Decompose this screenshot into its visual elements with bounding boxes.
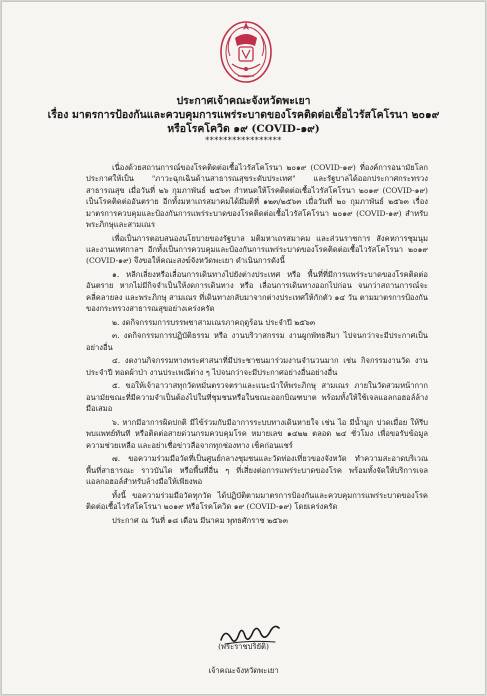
announcement-subject: เรื่อง มาตรการป้องกันและควบคุมการแพร่ระบาดของโรคติดต่อเชื้อไวรัสโคโรนา ๒๐๑๙ [47,109,440,121]
paragraph-purpose: เพื่อเป็นการตอบสนองนโยบายของรัฐบาล มติมหาเถรสมาคม และส่วนราชการ สังคหการชุมนุม และงานเทศกาลฯ อีกทั้งเป็นการควบคุมและป้องกันการแพร่ระบาดของโรคติดต่อเชื้อไวรัสโคโรนา ๒๐๑๙ (COVID-๑๙) จึงขอให้คณะสงฆ์จังหวัดพะเยา ดำเนินการดังนี้ [86,233,428,266]
document-page [2,2,485,694]
measure-1: ๑. หลีกเลี่ยงหรือเลื่อนการเดินทางไปยังต่างประเทศ หรือ พื้นที่ที่มีการแพร่ระบาดของโรคติดต่ออันตราย หากไม่มีกิจจำเป็นให้งดการเดินทาง หรือ เลื่อนการเดินทางออกไปก่อน จนกว่าสถานการณ์จะคลี่คลายลง และพระภิกษุ สามเณร ที่เดินทางกลับมาจากต่างประเทศให้กักตัว ๑๔ วัน ตามมาตรการป้องกัน ของกระทรวงสาธารณสุขอย่างเคร่งครัด [86,270,428,314]
header-divider: ***************** [205,136,282,145]
announcement-title: ประกาศเจ้าคณะจังหวัดพะเยา [176,95,311,107]
seal-icon [218,16,274,84]
document-body [86,162,428,528]
announcement-subject-line2: หรือโรคโควิด ๑๙ (COVID-๑๙) [167,123,320,135]
announcement-date: ประกาศ ณ วันที่ ๑๘ เดือน มีนาคม พุทธศักราช ๒๕๖๓ [112,515,288,525]
measure-6: ๖. หากมีอาการผิดปกติ มีไข้ร่วมกับมีอาการระบบทางเดินหายใจ เช่น ไอ มีน้ำมูก ปวดเมื่อย ให้รีบพบแพทย์ทันที หรือติดต่อสายด่วนกรมควบคุมโรค หมายเลข ๑๔๒๒ ตลอด ๒๔ ชั่วโมง เพื่อขอรับข้อมูลความช่วยเหลือ และอย่าเชื่อข่าวลือจากทุกช่องทาง เช็คก่อนแชร์ [86,417,428,450]
measure-5: ๕. ขอให้เจ้าอาวาสทุกวัดหมั่นตรวจตราและแนะนำให้พระภิกษุ สามเณร ภายในวัดสวมหน้ากากอนามัยขณะที่มีความจำเป็นต้องไปในที่ชุมชนหรือในขณะออกบิณฑบาต พร้อมทั้งให้ใช้เจลแอลกอฮอล์ล้างมือเสมอ [86,381,428,414]
document-header [2,94,485,146]
paragraph-background: เนื่องด้วยสถานการณ์ของโรคติดต่อเชื้อไวรัสโคโรนา ๒๐๑๙ (COVID-๑๙) ที่องค์การอนามัยโลกประกาศให้เป็น "ภาวะฉุกเฉินด้านสาธารณสุขระดับประเทศ" และรัฐบาลได้ออกประกาศกระทรวงสาธารณสุข เมื่อวันที่ ๒๖ กุมภาพันธ์ ๒๕๖๓ กำหนดให้โรคติดต่อเชื้อไวรัสโคโรนา ๒๐๑๙ (COVID-๑๙) เป็นโรคติดต่ออันตราย อีกทั้งมหาเถรสมาคมได้มีมติที่ ๑๒๓/๒๕๖๓ เมื่อวันที่ ๒๐ กุมภาพันธ์ ๒๕๖๓ เรื่องมาตรการควบคุมและป้องกันการแพร่ระบาดของโรคติดต่อเชื้อไวรัสโคโรนา ๒๐๑๙ (COVID-๑๙) สำหรับพระภิกษุและสามเณร [86,163,428,230]
measure-2: ๒. งดกิจกรรมการบรรพชาสามเณรภาคฤดูร้อน ประจำปี ๒๕๖๓ [112,317,316,327]
paragraph-conclusion: ทั้งนี้ ขอความร่วมมือวัดทุกวัด ได้ปฏิบัติตามมาตรการป้องกันและควบคุมการแพร่ระบาดของโรคติดต่อเชื้อไวรัสโคโรนา ๒๐๑๙ หรือโรคโควิด ๑๙ (COVID-๑๙) โดยเคร่งครัด [86,490,428,512]
signer-title: เจ้าคณะจังหวัดพะเยา [208,666,279,675]
measure-7: ๗. ขอความร่วมมือวัดที่เป็นศูนย์กลางชุมชนและวัดท่องเที่ยวของจังหวัด ทำความสะอาดบริเวณพื้นที่สาธารณะ ราวบันได หรือพื้นที่อื่น ๆ ที่เสี่ยงต่อการแพร่ระบาดของโรค พร้อมทั้งจัดให้บริการเจลแอลกอฮอล์สำหรับล้างมือให้เพียงพอ [86,454,428,487]
measure-4: ๔. งดงานกิจกรรมทางพระศาสนาที่มีประชาชนมาร่วมงานจำนวนมาก เช่น กิจกรรมงานวัด งานประจำปี ทอดผ้าป่า งานประเพณีต่าง ๆ ไปจนกว่าจะมีประกาศอย่างอื่นอย่างอื่น [86,356,428,377]
signer-name: (พระราชปริยัติ) [218,642,269,651]
measure-3: ๓. งดกิจกรรมการปฏิบัติธรรม หรือ งานบริวาสกรรม งานผูกพัทธสีมา ไปจนกว่าจะมีประกาศเป็นอย่างอื่น [86,331,428,352]
